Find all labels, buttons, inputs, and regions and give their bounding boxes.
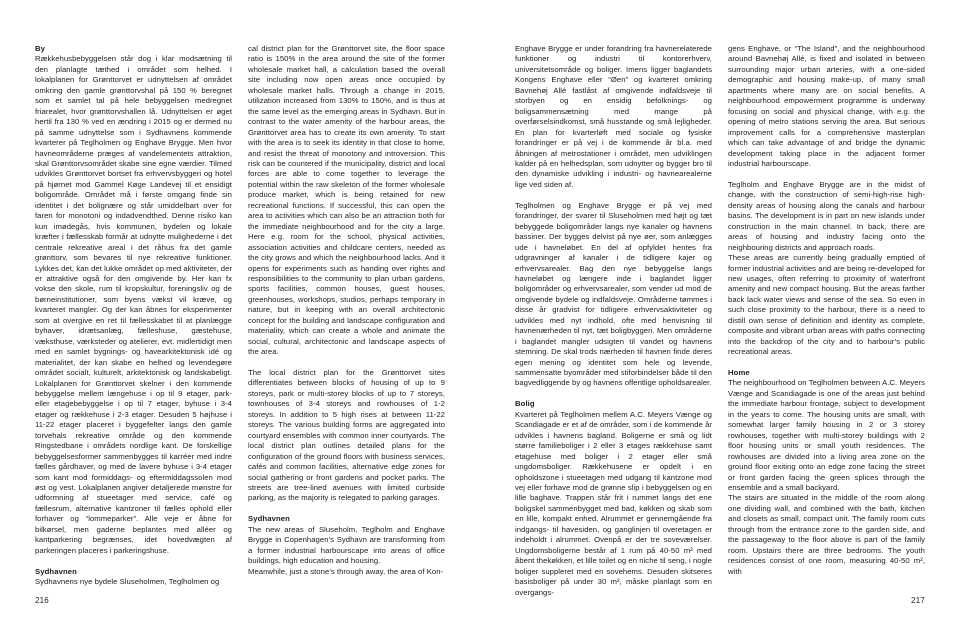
right-page-english-column <box>728 44 925 577</box>
paragraph: The neighbourhood on Teglholmen between A.C. Meyers Vænge and Scandiagade is one of the areas just behind the immediate harbour frontage, subject to development in the years to come. The housing units are small, with somewhat larger family housing in 2 or 3 storey rowhouses, together with multi-storey buildings with 2 floor housing units or small youth residences. The rowhouses are divided into a living area zone on the ground floor exiting onto an edge zone facing the street or front garden facing the green splices through the ensemble and a small backyard. <box>728 378 925 492</box>
paragraph: Meanwhile, just a stone’s through away, the area of Kon- <box>248 566 444 576</box>
page-right <box>480 0 960 637</box>
paragraph: Teglholmen og Enghave Brygge er på vej med forandringer, der svarer til Sluseholmen med højt og tæt bebyggede boligområder langs nye kanaler og havnens bassiner. Der bygges delvist på nye øer, som anlægges ude i havneløbet. En del af opfyldet hentes fra udgravninger af kanaler i de tidligere kajer og erhvervsarealer. Bag den nye bebyggelse langs havneløbet og længere inde i baglandet ligger boligområder og erhvervsarealer, som vender ud mod de omgivende bydele og indfaldsveje. Områderne tømmes i disse år gradvist for tidligere erhvervsaktiviteter og udvikles med nyt indhold, ofte med henvisning til havnenærheden til nyt, tæt boligbyggeri. Men områderne i baglandet mangler udsigten til vandet og havnens stemning. De skal trods nærheden til havnen finde deres egen mening og identitet som hele og levende, sammensatte byområder med stiforbindelser både til den bagvedliggende by og havnens offentlige opholdsarealer. <box>515 200 712 388</box>
right-page-danish-column <box>515 44 712 598</box>
paragraph: Rækkehusbebyggelsen står dog i klar modsætning til den planlagte tæthed i området som helhed. I lokalplanen for Grønttorvet er udnyttelsen af området omkring den gamle grønttorvshal på 150 % beregnet som et samlet tal på hele bebyggelsen medregnet friarealet, hvor grønttorvshallen lå. Udnyttelsen er øget hertil fra 130 % ved en ændring i 2015 og er dermed nu på samme udnyttelse som i Sydhavnens kommende kvarterer på Teglholmen og Enghave Brygge. Men hvor havneområderne præges af vandelementets attraktion, skal Grønttorvsområdet skabe sine egne værdier. Tilmed udvikles Grønttorvet bortset fra erhvervsbyggeri og hotel på hjørnet mod Gammel Køge Landevej til et ensidigt boligområde. Området må i første omgang finde sin identitet i det bolignære og står umiddelbart over for faren for monotoni og indadvendthed. Denne risiko kan kun imødegås, hvis kommunen, bydelen og lokale kræfter i fællesskab formår at udnytte mulighederne i det centrale rekreative areal i det råhus fra det gamle grønttorv, som bevares til nye rekreative funktioner. Lykkes det, kan det lukke området op med aktiviteter, der er attraktive også for den omgivende by. Her kan fx vokse den skole, rum til kropskultur, foreningsliv og de børneinstitutioner, som byens vækst vil kræve, og kvarteret mangler. Og der kan åbnes for eksperimenter som at overgive en ret til fællesskabet til at planlægge byhaver, idrætsanlæg, fælleshuse, gæstehuse, væksthuse, værksteder og atelierer, evt. midlertidigt men med en samlet bygnings- og havearkitektonisk idé og materialitet, der kan skabe en helhed og levendegøre området socialt, kulturelt, arkitektonisk og landskabeligt. Lokalplanen for Grønttorvet skelner i den kommende bebyggelse mellem længehuse i op til 9 etager, park- eller etagebebyggelse i op til 7 etager, byhuse i 3-4 etager og rækkehuse i 2-3 etager. Desuden 5 højhuse i 11-22 etager placeret i byggefelter langs den gamle torvehals rekreative område og den kommende Ringstedbane i områdets nordlige kant. De forskellige bebyggelsesformer sammenbygges til karréer med indre fælles gårdhaver, og med de lavere byhuse i 3-4 etager som kant mod formiddags- og eftermiddagssolen mod øst og vest. Lokalplanen angiver detaljerede mønstre for udformning af stueetager med service, café og fællesrum, alternative kantzoner til fælles ophold eller forhaver og “lommeparker”. Alle veje er åbne for bilkørsel, men gaderne beplantes med alléer og kantparkering begrænses, idet hovedvægten af parkeringen placeres i parkeringshuse. <box>35 54 232 555</box>
paragraph: These areas are currently being gradually emptied of former industrial activities and are being re-developed for new usages, often referring to proximity of waterfront amenity and new compact housing. But the areas farther back lack water views and sense of the sea. So even in such close proximity to the harbour, there is a need to distill own sense of definition and identity as complete, composite and vibrant urban areas with paths connecting into the backdrop of the city and to harbour’s public recreational areas. <box>728 253 925 357</box>
page-number-right: 217 <box>911 596 925 605</box>
section-heading: Home <box>728 368 750 378</box>
paragraph: Sydhavnens nye bydele Sluseholmen, Teglholmen og <box>35 577 220 587</box>
section-heading: Sydhavnen <box>35 566 77 576</box>
paragraph: Teglholm and Enghave Brygge are in the midst of change, with the construction of semi-high-rise high-density areas of housing along the canals and harbour basins. The development is in part on new islands under construction in the main channel. In back, there are areas of housing and industry facing onto the neighbouring districts and approach roads. <box>728 179 925 252</box>
paragraph: The new areas of Sluseholm, Teglholm and Enghave Brygge in Copenhagen’s Sydhavn are transforming from a former industrial harbourscape into areas of office buildings, high education and housing. <box>248 524 445 566</box>
section-heading: Sydhavnen <box>248 514 290 524</box>
section-heading: Bolig <box>515 399 535 409</box>
paragraph: Enghave Brygge er under forandring fra havnerelaterede funktioner og industri til kontorerhverv, universitetsområde og boliger. Imens ligger baglandets Kongens Enghave eller “Øen” og kvarteret omkring Bavnehøj Allé fastlåst af omgivende indfaldsveje til storbyen og en ensidig befolknings- og boligsammensætning med mange på overførselsindkomst, små husstande og små lejligheder. En plan for kvarterløft med sociale og fysiske forandringer er på vej i de kommende år bl.a. med åbningen af metrostationer i området, men udviklingen kalder på en helhedsplan, som udnytter og bygger bro til den dynamiske udvikling i industri- og havnearealerne lige ved siden af. <box>515 44 712 189</box>
paragraph: Kvarteret på Teglholmen mellem A.C. Meyers Vænge og Scandiagade er et af de områder, som i de kommende år udvikles i havnens bagland. Boligerne er små og lidt større familieboliger i 2 eller 3 etages rækkehuse samt etagehuse med boliger i 2 etager eller små ungdomsboliger. Rækkehusene er opdelt i en opholdszone i stueetagen med udgang til kantzone mod vej eller forhave mod de grønne slip i bebyggelsen og en lille baghave. Trappen står frit i rummet langs det ene boligskel sammenbygget med bad, køkken og skab som en lille, kompakt enhed. Alrummet er gennemgående fra indgangs- til havesiden, og ganglinjen til overetagen er indeholdt i alrummet. Ovenpå er der tre soveværelser. Ungdomsboligerne består af 1 rum på 40-50 m² med åbent thekøkken, et lille toilet og en niche til seng, i nogle boliger suppleret med en sovehems. Desuden skitseres basisboliger på under 30 m², måske planlagt som en overgangs- <box>515 409 712 597</box>
section-heading: By <box>35 44 46 53</box>
paragraph: gens Enghave, or “The Island”, and the neighbourhood around Bavnehøj Allé, is fixed and isolated in between surrounding major urban arteries, with a one-sided demographic and housing make-up, of many small apartments where many are on social benefits. A neighbourhood empowerment programme is underway focusing on social and physical change, with e.g. the opening of metro stations serving the area. But serious improvement calls for a comprehensive masterplan which can take advantage of and bridge the dynamic development taking place in the adjacent former industrial harbourscape. <box>728 44 925 168</box>
paragraph: The local district plan for the Grønttorvet sites differentiates between blocks of housing of up to 9 storeys, park or multi-storey blocks of up to 7 storeys, townhouses of 3-4 storeys and rowhouses of 1-2 storeys. In addition to 5 high rises at between 11-22 storeys. The various building forms are aggregated into courtyard ensembles with common inner courtyards. The local district plan outlines detailed plans for the configuration of the ground floors with business services, cafés and common facilities, alternative edge zones for social gathering or front gardens and pocket parks. The streets are tree-lined avenues with limited curbside parking, as the majority is relegated to parking garages. <box>248 368 445 503</box>
left-page-english-column <box>248 44 445 577</box>
paragraph: cal district plan for the Grønttorvet site, the floor space ratio is 150% in the area around the site of the former wholesale market hall, a calculation based the overall site including now open areas once occupied by wholesale market halls. Through a change in 2015, utilization increased from 130% to 150%, and is thus at the same level as the emerging areas in Sydhavn. But in contrast to the water amenity of the harbour areas, the Grønttorvet area has to create its own amenity. To start with the area is to seek its identity in that close to home, and resist the threat of monotony and introversion. This risk can be countered if the municipality, district and local forces are able to come together to leverage the potential within the raw skeleton of the former wholesale produce market, which is being retained for new recreational functions. If successful, this can open the area to activities which can also be an attraction both for the immediate neighbourhood and for the city a large. Here e.g. room for the school, physical activities, association activities and childcare centers, needed as the city grows and which the neighbourhood lacks. And it opens for experiments such as handing over rights and responsibilities to the community to plan urban gardens, sports facilities, common houses, guest houses, greenhouses, workshops, studios, perhaps temporary in nature, but in keeping with an overall architectonic concept for the building and landscape configuration and materiality, which can create a whole and animate the social, cultural, architectonic and landscape aspects of the area. <box>248 44 445 357</box>
paragraph: The stairs are situated in the middle of the room along one dividing wall, and combined with the bath, kitchen and closets as small, compact unit. The family room cuts through from the entrance zone to the garden side, and the passageway to the floor above is part of the family room. Upstairs there are three bedrooms. The youth residences consist of one room, measuring 40-50 m², with <box>728 493 925 576</box>
left-page-danish-column <box>35 44 232 588</box>
page-number-left: 216 <box>35 596 49 605</box>
